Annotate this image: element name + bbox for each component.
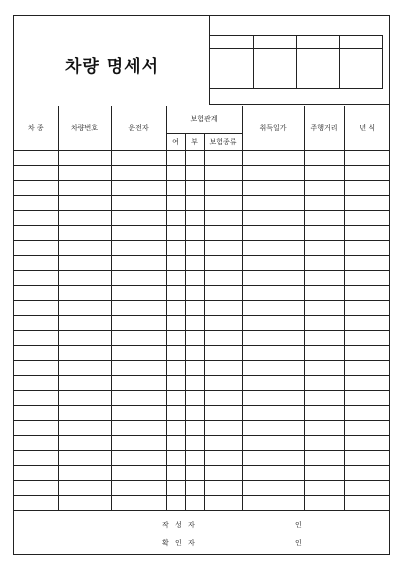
table-cell[interactable]	[58, 420, 111, 435]
table-cell[interactable]	[304, 390, 344, 405]
table-cell[interactable]	[14, 150, 58, 165]
table-cell[interactable]	[166, 450, 185, 465]
document-title: 차량 명세서	[64, 57, 160, 77]
table-cell[interactable]	[14, 210, 58, 225]
table-cell[interactable]	[166, 315, 185, 330]
table-cell[interactable]	[344, 435, 390, 450]
table-cell[interactable]	[58, 255, 111, 270]
table-cell[interactable]	[304, 435, 344, 450]
table-cell[interactable]	[58, 150, 111, 165]
table-cell[interactable]	[242, 225, 304, 240]
writer-seal: 인	[295, 521, 302, 529]
table-row	[14, 165, 390, 180]
table-cell[interactable]	[166, 240, 185, 255]
table-cell[interactable]	[185, 240, 204, 255]
table-cell[interactable]	[166, 390, 185, 405]
table-cell[interactable]	[58, 195, 111, 210]
table-row	[14, 330, 390, 345]
table-cell[interactable]	[304, 315, 344, 330]
vehicle-spec-form	[13, 15, 390, 555]
table-row	[14, 405, 390, 420]
table-cell[interactable]	[304, 480, 344, 495]
table-cell[interactable]	[14, 255, 58, 270]
table-cell[interactable]	[111, 495, 166, 510]
table-cell[interactable]	[14, 360, 58, 375]
table-cell[interactable]	[344, 390, 390, 405]
table-row	[14, 375, 390, 390]
table-row	[14, 195, 390, 210]
table-row	[14, 300, 390, 315]
table-row	[14, 495, 390, 510]
table-cell[interactable]	[111, 165, 166, 180]
table-cell[interactable]	[111, 210, 166, 225]
table-cell[interactable]	[304, 150, 344, 165]
table-cell[interactable]	[204, 420, 242, 435]
table-cell[interactable]	[204, 225, 242, 240]
table-cell[interactable]	[204, 255, 242, 270]
table-cell[interactable]	[58, 315, 111, 330]
table-cell[interactable]	[111, 465, 166, 480]
table-cell[interactable]	[14, 390, 58, 405]
table-cell[interactable]	[111, 300, 166, 315]
table-cell[interactable]	[14, 405, 58, 420]
table-cell[interactable]	[185, 195, 204, 210]
table-cell[interactable]	[204, 360, 242, 375]
table-cell[interactable]	[111, 315, 166, 330]
table-cell[interactable]	[14, 300, 58, 315]
table-row	[14, 420, 390, 435]
approval-divider	[296, 36, 297, 88]
table-cell[interactable]	[304, 360, 344, 375]
table-row	[14, 465, 390, 480]
table-cell[interactable]	[166, 480, 185, 495]
table-cell[interactable]	[344, 225, 390, 240]
table-row	[14, 150, 390, 165]
table-cell[interactable]	[166, 495, 185, 510]
table-cell[interactable]	[111, 285, 166, 300]
table-row	[14, 285, 390, 300]
table-cell[interactable]	[242, 465, 304, 480]
table-row	[14, 210, 390, 225]
table-cell[interactable]	[344, 375, 390, 390]
table-cell[interactable]	[14, 465, 58, 480]
table-cell[interactable]	[58, 270, 111, 285]
table-cell[interactable]	[204, 345, 242, 360]
table-cell[interactable]	[204, 315, 242, 330]
table-cell[interactable]	[242, 255, 304, 270]
signature-area	[14, 510, 390, 555]
table-cell[interactable]	[166, 195, 185, 210]
table-cell[interactable]	[185, 315, 204, 330]
table-cell[interactable]	[166, 210, 185, 225]
table-cell[interactable]	[14, 345, 58, 360]
table-cell[interactable]	[58, 360, 111, 375]
table-cell[interactable]	[304, 270, 344, 285]
approval-header-line	[210, 48, 382, 49]
table-cell[interactable]	[304, 495, 344, 510]
table-row	[14, 240, 390, 255]
table-cell[interactable]	[204, 300, 242, 315]
table-row	[14, 345, 390, 360]
table-cell[interactable]	[111, 435, 166, 450]
table-cell[interactable]	[14, 435, 58, 450]
table-cell[interactable]	[185, 375, 204, 390]
table-cell[interactable]	[242, 240, 304, 255]
table-cell[interactable]	[185, 270, 204, 285]
table-cell[interactable]	[242, 390, 304, 405]
table-cell[interactable]	[242, 345, 304, 360]
table-cell[interactable]	[304, 195, 344, 210]
table-cell[interactable]	[166, 360, 185, 375]
table-cell[interactable]	[14, 240, 58, 255]
table-cell[interactable]	[242, 180, 304, 195]
table-cell[interactable]	[58, 210, 111, 225]
table-cell[interactable]	[344, 150, 390, 165]
table-cell[interactable]	[304, 165, 344, 180]
table-row	[14, 225, 390, 240]
checker-seal: 인	[295, 539, 302, 547]
table-cell[interactable]	[304, 450, 344, 465]
table-cell[interactable]	[58, 495, 111, 510]
table-cell[interactable]	[242, 195, 304, 210]
table-cell[interactable]	[304, 180, 344, 195]
table-cell[interactable]	[242, 165, 304, 180]
table-cell[interactable]	[185, 165, 204, 180]
table-cell[interactable]	[111, 195, 166, 210]
table-cell[interactable]	[344, 315, 390, 330]
table-cell[interactable]	[344, 240, 390, 255]
table-cell[interactable]	[304, 465, 344, 480]
table-cell[interactable]	[14, 165, 58, 180]
table-cell[interactable]	[111, 225, 166, 240]
table-cell[interactable]	[204, 465, 242, 480]
table-cell[interactable]	[166, 255, 185, 270]
table-cell[interactable]	[185, 180, 204, 195]
table-cell[interactable]	[242, 315, 304, 330]
table-cell[interactable]	[111, 405, 166, 420]
table-cell[interactable]	[58, 180, 111, 195]
table-cell[interactable]	[242, 150, 304, 165]
table-cell[interactable]	[344, 480, 390, 495]
table-cell[interactable]	[344, 450, 390, 465]
table-cell[interactable]	[344, 420, 390, 435]
table-row	[14, 315, 390, 330]
header-insurance-no: 부	[185, 133, 204, 150]
table-cell[interactable]	[166, 420, 185, 435]
table-row	[14, 180, 390, 195]
table-cell[interactable]	[185, 330, 204, 345]
table-cell[interactable]	[185, 495, 204, 510]
table-cell[interactable]	[304, 225, 344, 240]
table-cell[interactable]	[242, 450, 304, 465]
approval-divider	[253, 36, 254, 88]
table-cell[interactable]	[111, 330, 166, 345]
table-cell[interactable]	[14, 495, 58, 510]
table-cell[interactable]	[304, 345, 344, 360]
table-cell[interactable]	[242, 300, 304, 315]
table-cell[interactable]	[58, 300, 111, 315]
table-cell[interactable]	[185, 435, 204, 450]
table-cell[interactable]	[111, 150, 166, 165]
table-cell[interactable]	[166, 165, 185, 180]
table-cell[interactable]	[166, 270, 185, 285]
table-body	[14, 150, 390, 510]
table-row	[14, 390, 390, 405]
table-cell[interactable]	[185, 405, 204, 420]
table-cell[interactable]	[58, 375, 111, 390]
table-cell[interactable]	[204, 450, 242, 465]
table-cell[interactable]	[304, 255, 344, 270]
table-cell[interactable]	[344, 345, 390, 360]
table-cell[interactable]	[111, 180, 166, 195]
table-cell[interactable]	[344, 405, 390, 420]
header-model-year: 년 식	[344, 106, 390, 150]
header-insurance-yes: 여	[166, 133, 185, 150]
table-cell[interactable]	[185, 345, 204, 360]
table-cell[interactable]	[242, 270, 304, 285]
checker-label: 확 인 자	[162, 539, 197, 547]
table-cell[interactable]	[304, 330, 344, 345]
table-cell[interactable]	[14, 195, 58, 210]
table-cell[interactable]	[344, 255, 390, 270]
table-cell[interactable]	[14, 420, 58, 435]
table-cell[interactable]	[111, 390, 166, 405]
header-driver: 운전자	[111, 106, 166, 150]
writer-label: 작 성 자	[162, 521, 197, 529]
approval-divider	[339, 36, 340, 88]
table-cell[interactable]	[344, 165, 390, 180]
table-cell[interactable]	[185, 210, 204, 225]
table-cell[interactable]	[14, 330, 58, 345]
header-plate-number: 차량번호	[58, 106, 111, 150]
table-cell[interactable]	[111, 360, 166, 375]
table-cell[interactable]	[242, 210, 304, 225]
table-cell[interactable]	[204, 270, 242, 285]
table-row	[14, 270, 390, 285]
table-row	[14, 360, 390, 375]
table-cell[interactable]	[204, 150, 242, 165]
table-cell[interactable]	[166, 405, 185, 420]
approval-box	[209, 15, 390, 105]
table-cell[interactable]	[166, 300, 185, 315]
table-cell[interactable]	[344, 495, 390, 510]
table-cell[interactable]	[185, 255, 204, 270]
table-cell[interactable]	[344, 285, 390, 300]
table-cell[interactable]	[304, 375, 344, 390]
table-cell[interactable]	[185, 450, 204, 465]
table-cell[interactable]	[204, 330, 242, 345]
table-cell[interactable]	[185, 420, 204, 435]
table-cell[interactable]	[242, 480, 304, 495]
table-cell[interactable]	[185, 390, 204, 405]
header-insurance-group: 보험관계	[166, 106, 242, 133]
table-cell[interactable]	[58, 285, 111, 300]
table-cell[interactable]	[242, 330, 304, 345]
table-cell[interactable]	[242, 375, 304, 390]
table-cell[interactable]	[14, 285, 58, 300]
table-cell[interactable]	[166, 225, 185, 240]
table-cell[interactable]	[185, 360, 204, 375]
table-cell[interactable]	[185, 465, 204, 480]
table-cell[interactable]	[166, 465, 185, 480]
table-cell[interactable]	[14, 375, 58, 390]
table-cell[interactable]	[111, 450, 166, 465]
table-cell[interactable]	[204, 210, 242, 225]
table-cell[interactable]	[304, 210, 344, 225]
table-cell[interactable]	[242, 435, 304, 450]
table-cell[interactable]	[304, 240, 344, 255]
table-cell[interactable]	[204, 390, 242, 405]
table-cell[interactable]	[204, 405, 242, 420]
table-cell[interactable]	[204, 435, 242, 450]
table-cell[interactable]	[204, 195, 242, 210]
table-cell[interactable]	[242, 285, 304, 300]
table-cell[interactable]	[166, 150, 185, 165]
table-cell[interactable]	[58, 465, 111, 480]
table-cell[interactable]	[111, 240, 166, 255]
header-acquired-date: 취득일가	[242, 106, 304, 150]
table-cell[interactable]	[58, 390, 111, 405]
header-insurance-type: 보험종류	[204, 133, 242, 150]
table-row	[14, 450, 390, 465]
table-cell[interactable]	[166, 285, 185, 300]
table-cell[interactable]	[242, 495, 304, 510]
table-cell[interactable]	[204, 240, 242, 255]
table-cell[interactable]	[14, 180, 58, 195]
table-cell[interactable]	[58, 345, 111, 360]
vehicle-table	[14, 106, 390, 511]
table-cell[interactable]	[204, 165, 242, 180]
table-cell[interactable]	[204, 285, 242, 300]
table-cell[interactable]	[58, 225, 111, 240]
table-cell[interactable]	[304, 300, 344, 315]
table-cell[interactable]	[185, 150, 204, 165]
table-cell[interactable]	[111, 345, 166, 360]
table-cell[interactable]	[111, 480, 166, 495]
table-cell[interactable]	[242, 360, 304, 375]
table-cell[interactable]	[204, 495, 242, 510]
table-cell[interactable]	[204, 180, 242, 195]
table-cell[interactable]	[344, 270, 390, 285]
table-row	[14, 480, 390, 495]
header-mileage: 주행거리	[304, 106, 344, 150]
table-cell[interactable]	[344, 195, 390, 210]
table-cell[interactable]	[58, 405, 111, 420]
table-cell[interactable]	[58, 480, 111, 495]
table-cell[interactable]	[166, 435, 185, 450]
table-row	[14, 435, 390, 450]
table-cell[interactable]	[185, 285, 204, 300]
table-cell[interactable]	[344, 210, 390, 225]
table-cell[interactable]	[58, 330, 111, 345]
table-cell[interactable]	[185, 480, 204, 495]
table-cell[interactable]	[242, 420, 304, 435]
table-cell[interactable]	[14, 480, 58, 495]
table-cell[interactable]	[111, 420, 166, 435]
table-cell[interactable]	[14, 270, 58, 285]
table-cell[interactable]	[111, 255, 166, 270]
table-cell[interactable]	[304, 285, 344, 300]
table-cell[interactable]	[111, 270, 166, 285]
header-vehicle-type: 차 종	[14, 106, 58, 150]
table-cell[interactable]	[14, 450, 58, 465]
table-cell[interactable]	[166, 345, 185, 360]
table-cell[interactable]	[204, 480, 242, 495]
table-cell[interactable]	[166, 330, 185, 345]
table-cell[interactable]	[166, 375, 185, 390]
table-cell[interactable]	[204, 375, 242, 390]
table-cell[interactable]	[166, 180, 185, 195]
table-cell[interactable]	[58, 435, 111, 450]
table-cell[interactable]	[304, 420, 344, 435]
table-cell[interactable]	[344, 330, 390, 345]
table-cell[interactable]	[242, 405, 304, 420]
table-row	[14, 255, 390, 270]
table-cell[interactable]	[58, 165, 111, 180]
table-cell[interactable]	[58, 240, 111, 255]
table-cell[interactable]	[111, 375, 166, 390]
table-cell[interactable]	[344, 465, 390, 480]
table-cell[interactable]	[344, 300, 390, 315]
table-cell[interactable]	[344, 360, 390, 375]
table-cell[interactable]	[58, 450, 111, 465]
table-cell[interactable]	[344, 180, 390, 195]
table-cell[interactable]	[185, 225, 204, 240]
approval-grid	[210, 35, 383, 89]
table-cell[interactable]	[14, 315, 58, 330]
table-cell[interactable]	[304, 405, 344, 420]
table-cell[interactable]	[14, 225, 58, 240]
table-cell[interactable]	[185, 300, 204, 315]
